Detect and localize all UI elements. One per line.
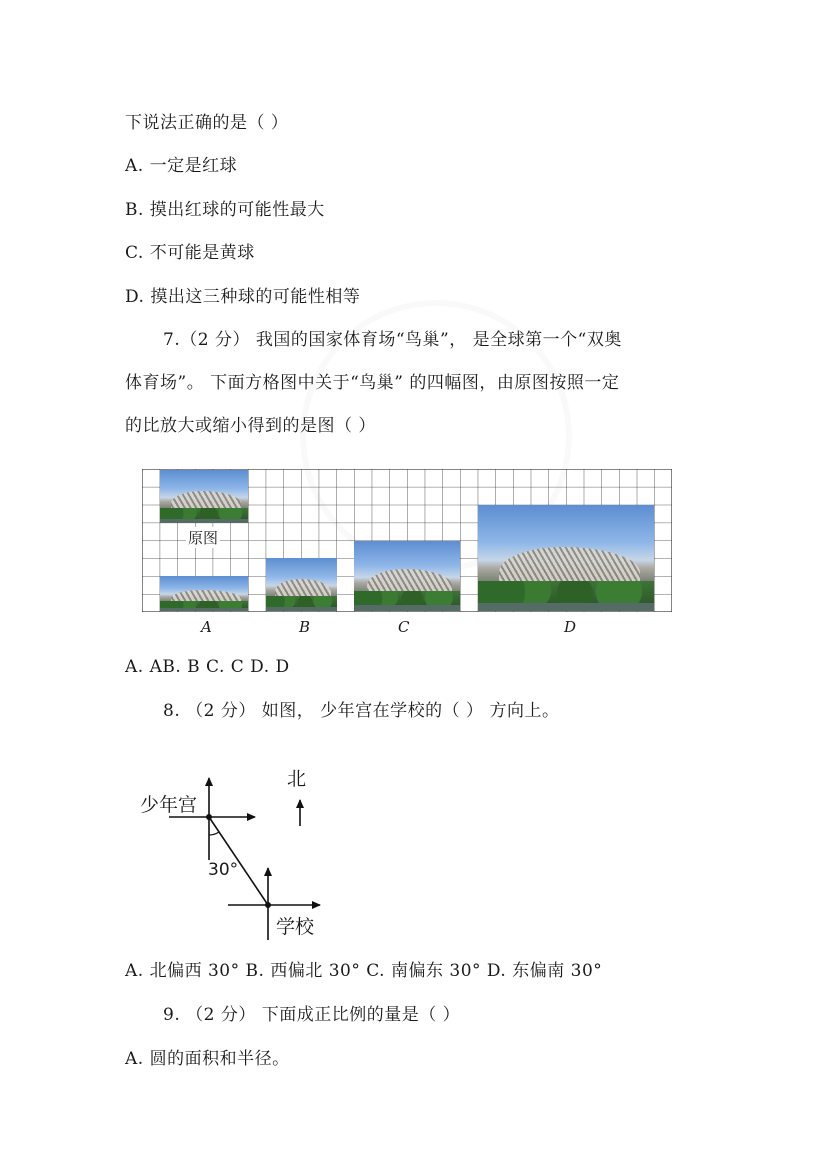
q7-options: A. AB. B C. C D. D	[125, 657, 290, 677]
q6-stem-tail: 下说法正确的是（ ）	[125, 113, 289, 133]
photo-b	[266, 558, 337, 611]
grid-figure	[142, 469, 672, 612]
label-a: A	[201, 618, 212, 636]
photo-c	[354, 541, 460, 611]
direction-figure	[120, 760, 350, 945]
q9-option-a: A. 圆的面积和半径。	[125, 1049, 290, 1069]
q8-stem: 8. （2 分） 如图， 少年宫在学校的（ ） 方向上。	[163, 701, 560, 721]
label-d: D	[564, 618, 577, 636]
q6-option-b: B. 摸出红球的可能性最大	[125, 200, 325, 220]
angle-arc	[209, 832, 219, 835]
school-label: 学校	[276, 916, 315, 938]
q6-option-a: A. 一定是红球	[125, 156, 238, 176]
palace-point	[206, 814, 212, 820]
photo-original	[160, 470, 248, 523]
q7-stem-line1: 7.（2 分） 我国的国家体育场“鸟巢”， 是全球第一个“双奥	[163, 330, 622, 350]
label-b: B	[299, 618, 311, 636]
q6-option-c: C. 不可能是黄球	[125, 243, 255, 263]
q7-stem-line3: 的比放大或缩小得到的是图（ ）	[125, 416, 376, 436]
photo-a	[160, 576, 248, 611]
label-c: C	[398, 618, 410, 636]
origin-label: 少年宫	[140, 794, 198, 816]
school-point	[265, 902, 271, 908]
q9-stem: 9. （2 分） 下面成正比例的量是（ ）	[163, 1005, 461, 1025]
q7-stem-line2: 体育场”。 下面方格图中关于“鸟巢” 的四幅图，由原图按照一定	[125, 373, 620, 393]
photo-d	[478, 505, 654, 611]
angle-label: 30°	[208, 860, 239, 880]
original-label: 原图	[188, 529, 219, 547]
north-label: 北	[287, 768, 307, 790]
q6-option-d: D. 摸出这三种球的可能性相等	[125, 287, 361, 307]
q8-options: A. 北偏西 30° B. 西偏北 30° C. 南偏东 30° D. 东偏南 30°	[125, 961, 603, 981]
